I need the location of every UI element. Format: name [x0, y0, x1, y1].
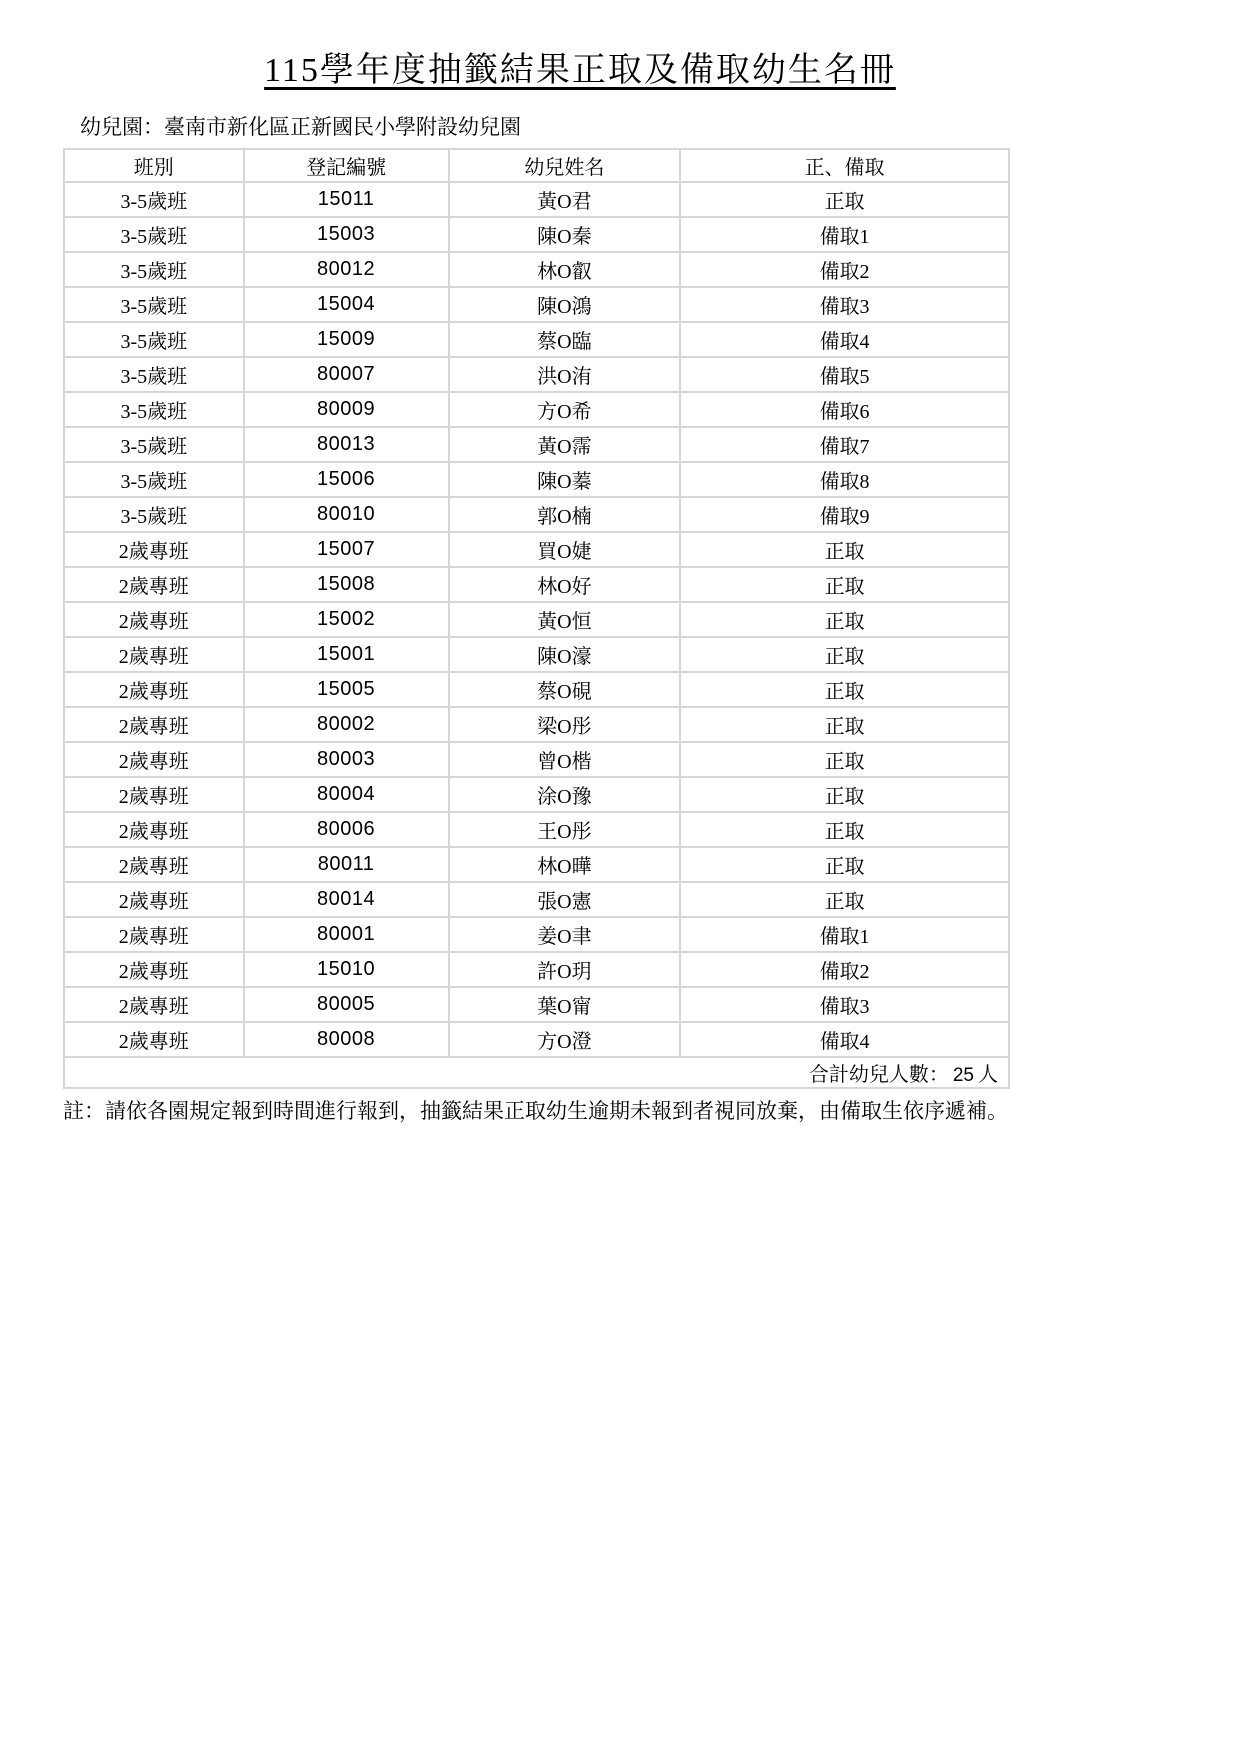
table-row	[64, 637, 1009, 672]
table-row	[64, 217, 1009, 252]
header-cell-name: 幼兒姓名	[449, 149, 681, 182]
table-row	[64, 1022, 1009, 1057]
cell-status: 正取	[680, 777, 1009, 812]
table-row	[64, 882, 1009, 917]
cell-status: 備取6	[680, 392, 1009, 427]
table-row	[64, 357, 1009, 392]
cell-name: 許O玥	[449, 952, 681, 987]
cell-class: 3-5歲班	[64, 462, 244, 497]
cell-status: 正取	[680, 567, 1009, 602]
cell-name: 方O澄	[449, 1022, 681, 1057]
cell-name: 黃O霈	[449, 427, 681, 462]
cell-status: 備取3	[680, 287, 1009, 322]
cell-name: 方O希	[449, 392, 681, 427]
table-row	[64, 742, 1009, 777]
cell-class: 2歲專班	[64, 812, 244, 847]
cell-reg-no: 80006	[244, 812, 449, 847]
cell-reg-no: 15010	[244, 952, 449, 987]
cell-class: 3-5歲班	[64, 182, 244, 217]
cell-status: 備取8	[680, 462, 1009, 497]
cell-class: 3-5歲班	[64, 497, 244, 532]
cell-name: 王O彤	[449, 812, 681, 847]
cell-class: 2歲專班	[64, 567, 244, 602]
roster-table-body	[64, 182, 1009, 1057]
cell-reg-no: 15004	[244, 287, 449, 322]
cell-name: 洪O洧	[449, 357, 681, 392]
cell-class: 3-5歲班	[64, 357, 244, 392]
table-row	[64, 917, 1009, 952]
cell-name: 林O曄	[449, 847, 681, 882]
cell-name: 葉O甯	[449, 987, 681, 1022]
cell-reg-no: 15003	[244, 217, 449, 252]
cell-status: 正取	[680, 182, 1009, 217]
table-row	[64, 812, 1009, 847]
cell-class: 2歲專班	[64, 1022, 244, 1057]
summary-cell	[64, 1057, 1009, 1088]
cell-reg-no: 80012	[244, 252, 449, 287]
cell-class: 3-5歲班	[64, 252, 244, 287]
cell-reg-no: 80004	[244, 777, 449, 812]
cell-name: 陳O鴻	[449, 287, 681, 322]
table-row	[64, 567, 1009, 602]
table-row	[64, 602, 1009, 637]
cell-reg-no: 80008	[244, 1022, 449, 1057]
cell-class: 2歲專班	[64, 917, 244, 952]
cell-class: 2歲專班	[64, 742, 244, 777]
table-row	[64, 287, 1009, 322]
cell-class: 2歲專班	[64, 637, 244, 672]
cell-class: 2歲專班	[64, 532, 244, 567]
roster-table	[63, 148, 1010, 1089]
table-row	[64, 532, 1009, 567]
table-row	[64, 497, 1009, 532]
cell-class: 2歲專班	[64, 672, 244, 707]
table-row	[64, 392, 1009, 427]
cell-class: 2歲專班	[64, 777, 244, 812]
cell-status: 備取9	[680, 497, 1009, 532]
cell-reg-no: 80007	[244, 357, 449, 392]
school-name-line: 幼兒園：臺南市新化區正新國民小學附設幼兒園	[80, 115, 521, 139]
table-row	[64, 707, 1009, 742]
table-row	[64, 987, 1009, 1022]
cell-status: 備取2	[680, 252, 1009, 287]
cell-name: 黃O恒	[449, 602, 681, 637]
cell-class: 3-5歲班	[64, 217, 244, 252]
cell-reg-no: 15006	[244, 462, 449, 497]
cell-reg-no: 15009	[244, 322, 449, 357]
summary-row	[64, 1057, 1009, 1088]
table-row	[64, 322, 1009, 357]
cell-reg-no: 80010	[244, 497, 449, 532]
cell-name: 黃O君	[449, 182, 681, 217]
cell-class: 3-5歲班	[64, 392, 244, 427]
cell-name: 蔡O臨	[449, 322, 681, 357]
cell-name: 張O憲	[449, 882, 681, 917]
table-row	[64, 847, 1009, 882]
cell-reg-no: 15002	[244, 602, 449, 637]
cell-status: 備取1	[680, 217, 1009, 252]
cell-reg-no: 80003	[244, 742, 449, 777]
cell-reg-no: 15005	[244, 672, 449, 707]
total-count-unit: 人	[978, 1064, 998, 1086]
cell-class: 2歲專班	[64, 882, 244, 917]
page-title: 115學年度抽籤結果正取及備取幼生名冊	[264, 52, 896, 89]
cell-status: 正取	[680, 637, 1009, 672]
cell-name: 陳O蓁	[449, 462, 681, 497]
table-row	[64, 672, 1009, 707]
table-row	[64, 182, 1009, 217]
cell-status: 備取7	[680, 427, 1009, 462]
cell-class: 2歲專班	[64, 602, 244, 637]
cell-class: 3-5歲班	[64, 322, 244, 357]
header-cell-status: 正、備取	[680, 149, 1009, 182]
cell-reg-no: 80011	[244, 847, 449, 882]
cell-name: 郭O楠	[449, 497, 681, 532]
cell-status: 正取	[680, 602, 1009, 637]
cell-reg-no: 80014	[244, 882, 449, 917]
cell-name: 蔡O硯	[449, 672, 681, 707]
table-row	[64, 427, 1009, 462]
cell-status: 正取	[680, 707, 1009, 742]
cell-status: 正取	[680, 847, 1009, 882]
cell-reg-no: 15007	[244, 532, 449, 567]
cell-name: 梁O彤	[449, 707, 681, 742]
total-count-label: 合計幼兒人數：	[808, 1064, 949, 1086]
cell-status: 備取5	[680, 357, 1009, 392]
cell-class: 2歲專班	[64, 952, 244, 987]
cell-reg-no: 80005	[244, 987, 449, 1022]
cell-status: 正取	[680, 532, 1009, 567]
cell-name: 陳O濠	[449, 637, 681, 672]
cell-status: 正取	[680, 812, 1009, 847]
table-row	[64, 777, 1009, 812]
cell-class: 2歲專班	[64, 847, 244, 882]
cell-status: 備取3	[680, 987, 1009, 1022]
cell-class: 3-5歲班	[64, 287, 244, 322]
table-row	[64, 252, 1009, 287]
cell-status: 正取	[680, 882, 1009, 917]
cell-status: 正取	[680, 742, 1009, 777]
cell-reg-no: 15011	[244, 182, 449, 217]
cell-name: 涂O豫	[449, 777, 681, 812]
table-row	[64, 952, 1009, 987]
cell-name: 林O叡	[449, 252, 681, 287]
cell-reg-no: 80013	[244, 427, 449, 462]
footer-note: 註：請依各園規定報到時間進行報到，抽籤結果正取幼生逾期未報到者視同放棄，由備取生依序遞補。	[63, 1099, 1008, 1123]
cell-name: 買O婕	[449, 532, 681, 567]
cell-class: 2歲專班	[64, 707, 244, 742]
cell-status: 備取4	[680, 322, 1009, 357]
cell-name: 曾O楷	[449, 742, 681, 777]
total-count-value: 25	[952, 1065, 974, 1086]
cell-status: 備取1	[680, 917, 1009, 952]
cell-status: 備取4	[680, 1022, 1009, 1057]
cell-reg-no: 80001	[244, 917, 449, 952]
cell-reg-no: 15001	[244, 637, 449, 672]
table-header-row	[64, 149, 1009, 182]
cell-name: 林O好	[449, 567, 681, 602]
cell-class: 3-5歲班	[64, 427, 244, 462]
cell-class: 2歲專班	[64, 987, 244, 1022]
cell-name: 姜O聿	[449, 917, 681, 952]
cell-reg-no: 15008	[244, 567, 449, 602]
header-cell-class: 班別	[64, 149, 244, 182]
cell-status: 備取2	[680, 952, 1009, 987]
table-row	[64, 462, 1009, 497]
cell-reg-no: 80009	[244, 392, 449, 427]
cell-reg-no: 80002	[244, 707, 449, 742]
cell-status: 正取	[680, 672, 1009, 707]
header-cell-reg-no: 登記編號	[244, 149, 449, 182]
cell-name: 陳O秦	[449, 217, 681, 252]
